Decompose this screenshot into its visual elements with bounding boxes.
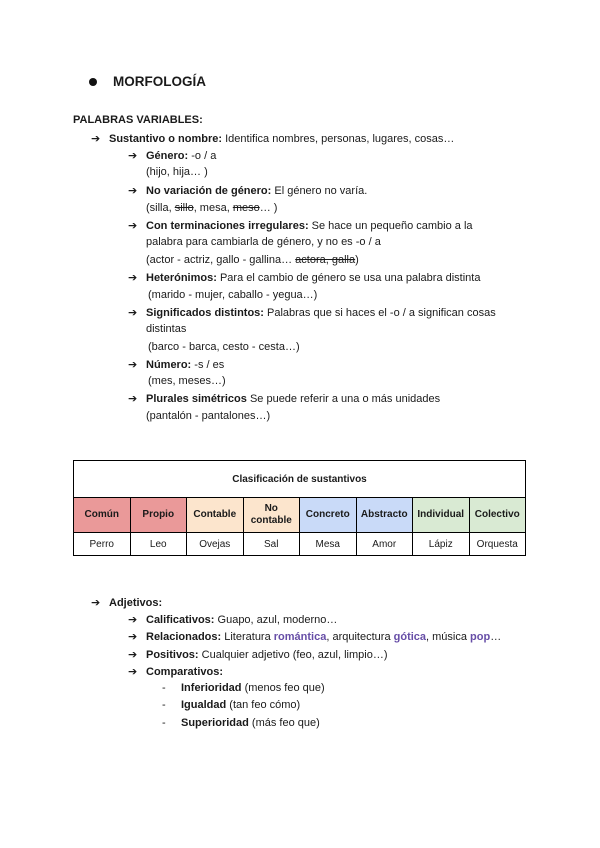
adjetivos-item: [91, 596, 162, 609]
genero-label: Género:: [146, 150, 189, 162]
relacionados-text: , arquitectura: [326, 631, 394, 643]
arrow-icon: ➔: [128, 393, 138, 405]
terminaciones-label: Con terminaciones irregulares:: [146, 220, 309, 232]
table-cell: Lápiz: [413, 533, 470, 556]
adjetivos-label: Adjetivos:: [109, 597, 163, 609]
relacionados-item: [128, 630, 501, 643]
dash-icon: -: [162, 717, 166, 729]
arrow-icon: ➔: [128, 631, 138, 643]
bullet-icon: [89, 78, 97, 86]
significados-item: [128, 306, 496, 319]
no-variacion-example: [146, 202, 277, 214]
table-cell: Amor: [356, 533, 413, 556]
no-variacion-item: [128, 184, 367, 197]
variables-heading: PALABRAS VARIABLES:: [73, 114, 203, 126]
example-text: ): [355, 254, 359, 266]
genero-example: (hijo, hija… ): [146, 166, 208, 178]
table-header-cell: Individual: [413, 498, 470, 533]
table-cell: Mesa: [300, 533, 357, 556]
positivos-text: Cualquier adjetivo (feo, azul, limpio…): [198, 649, 388, 661]
table-cell: Perro: [74, 533, 131, 556]
sustantivo-item: [91, 132, 454, 145]
significados-text-2: distintas: [146, 323, 187, 335]
comparativo-text: (menos feo que): [241, 682, 325, 694]
comparativo-label: Inferioridad: [181, 682, 242, 694]
table-header-cell: Abstracto: [356, 498, 413, 533]
calificativos-item: [128, 613, 337, 626]
table-header-cell: Colectivo: [469, 498, 526, 533]
struck-word: actora, galla: [295, 254, 356, 266]
arrow-icon: ➔: [128, 359, 138, 371]
comparativo-text: (más feo que): [248, 717, 320, 729]
struck-word: sillo: [174, 202, 194, 214]
relacionados-text: …: [490, 631, 502, 643]
struck-word: meso: [232, 202, 260, 214]
comparativo-label: Igualdad: [181, 699, 227, 711]
relacionados-label: Relacionados:: [146, 631, 222, 643]
no-variacion-text: El género no varía.: [271, 185, 368, 197]
arrow-icon: ➔: [128, 307, 138, 319]
arrow-icon: ➔: [128, 272, 138, 284]
comparativo-item: [162, 717, 320, 729]
significados-label: Significados distintos:: [146, 307, 264, 319]
table-caption: Clasificación de sustantivos: [74, 461, 526, 498]
numero-example: (mes, meses…): [148, 375, 226, 387]
heteronimos-text: Para el cambio de género se usa una palabra distinta: [216, 272, 481, 284]
genero-text: -o / a: [188, 150, 217, 162]
table-cell: Sal: [243, 533, 300, 556]
highlight-word: gótica: [393, 631, 427, 643]
positivos-item: [128, 648, 388, 661]
arrow-icon: ➔: [128, 614, 138, 626]
comparativo-item: [162, 682, 325, 694]
sustantivos-table: [73, 460, 526, 556]
relacionados-text: , música: [426, 631, 471, 643]
numero-label: Número:: [146, 359, 192, 371]
calificativos-label: Calificativos:: [146, 614, 215, 626]
terminaciones-text: Se hace un pequeño cambio a la: [308, 220, 473, 232]
plurales-example: (pantalón - pantalones…): [146, 410, 271, 422]
arrow-icon: ➔: [91, 597, 101, 609]
comparativos-label: Comparativos:: [146, 666, 224, 678]
numero-item: [128, 358, 224, 371]
section-title: MORFOLOGÍA: [113, 74, 206, 89]
numero-text: -s / es: [191, 359, 225, 371]
table-row: [74, 533, 526, 556]
heteronimos-example: (marido - mujer, caballo - yegua…): [148, 289, 318, 301]
table-header-cell: Propio: [130, 498, 187, 533]
comparativos-item: [128, 665, 223, 678]
arrow-icon: ➔: [128, 649, 138, 661]
table-header-cell: Concreto: [300, 498, 357, 533]
arrow-icon: ➔: [128, 220, 138, 232]
comparativo-text: (tan feo cómo): [226, 699, 301, 711]
highlight-word: romántica: [273, 631, 327, 643]
plurales-label: Plurales simétricos: [146, 393, 247, 405]
significados-text: Palabras que si haces el -o / a significan cosas: [263, 307, 496, 319]
significados-example: (barco - barca, cesto - cesta…): [148, 341, 300, 353]
dash-icon: -: [162, 699, 166, 711]
heteronimos-label: Heterónimos:: [146, 272, 217, 284]
table-header-cell: Contable: [187, 498, 244, 533]
terminaciones-item: [128, 219, 473, 232]
plurales-item: [128, 392, 440, 405]
table-cell: Ovejas: [187, 533, 244, 556]
relacionados-text: Literatura: [221, 631, 274, 643]
section-heading: [89, 74, 206, 89]
positivos-label: Positivos:: [146, 649, 199, 661]
example-text: (silla,: [146, 202, 175, 214]
genero-item: [128, 149, 216, 162]
table-cell: Leo: [130, 533, 187, 556]
comparativo-label: Superioridad: [181, 717, 249, 729]
example-text: , mesa,: [193, 202, 233, 214]
heteronimos-item: [128, 271, 480, 284]
table-cell: Orquesta: [469, 533, 526, 556]
table-header-cell: Común: [74, 498, 131, 533]
table-header-cell: No contable: [243, 498, 300, 533]
dash-icon: -: [162, 682, 166, 694]
terminaciones-example: [146, 254, 359, 266]
sustantivo-text: Identifica nombres, personas, lugares, cosas…: [222, 133, 455, 145]
highlight-word: pop: [470, 631, 491, 643]
comparativo-item: [162, 699, 300, 711]
terminaciones-text-2: palabra para cambiarla de género, y no es -o / a: [146, 236, 381, 248]
arrow-icon: ➔: [128, 185, 138, 197]
example-text: … ): [259, 202, 278, 214]
sustantivo-label: Sustantivo o nombre:: [109, 133, 223, 145]
arrow-icon: ➔: [128, 150, 138, 162]
table-header-row: [74, 498, 526, 533]
calificativos-text: Guapo, azul, moderno…: [214, 614, 338, 626]
plurales-text: Se puede referir a una o más unidades: [246, 393, 441, 405]
arrow-icon: ➔: [128, 666, 138, 678]
arrow-icon: ➔: [91, 133, 101, 145]
no-variacion-label: No variación de género:: [146, 185, 272, 197]
example-text: (actor - actriz, gallo - gallina…: [146, 254, 296, 266]
